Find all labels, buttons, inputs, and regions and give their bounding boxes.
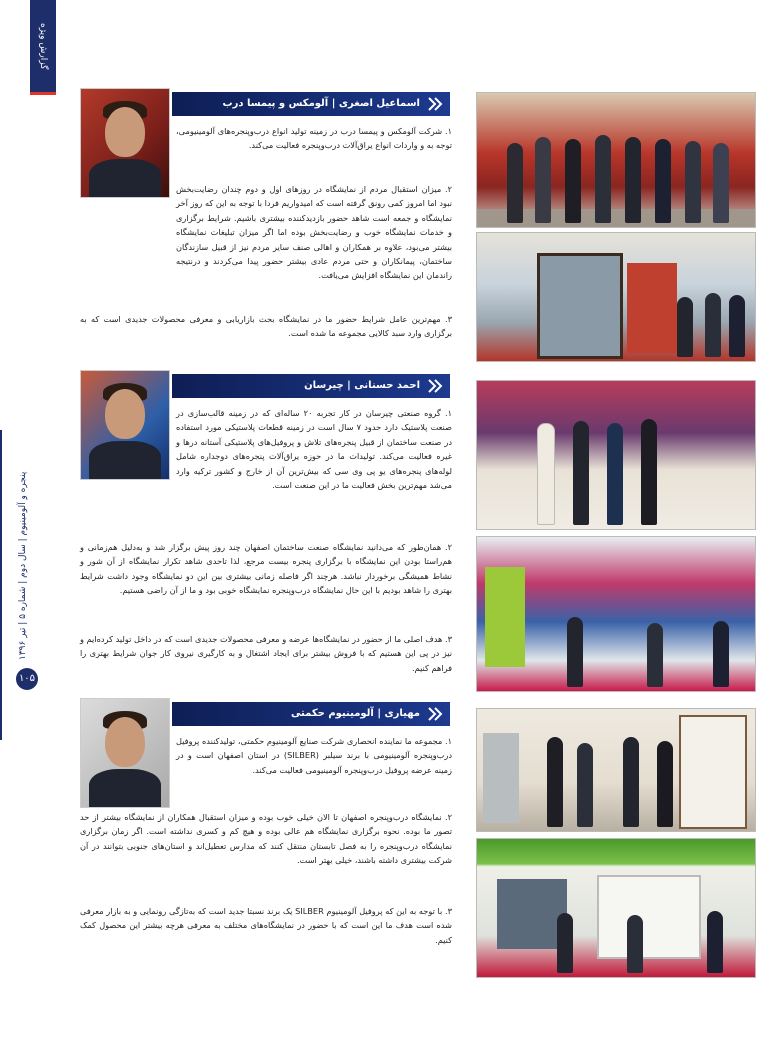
paragraph-3: ۳. هدف اصلی ما از حضور در نمایشگاه‌ها عرضه و معرفی محصولات جدیدی است که در داخل تولید کرده‌ایم و نیز در پی این هستیم که با فروش بیشتر برای ایجاد اشتغال و به کارگیری نیروی کار جوان شرایط بهتری را فراهم کنیم. (80, 634, 452, 673)
chevron-right-icon (426, 95, 444, 113)
exhibition-photo (476, 708, 756, 832)
paragraph-2: ۲. همان‌طور که می‌دانید نمایشگاه صنعت ساختمان اصفهان چند روز پیش برگزار شد و به‌دلیل هم‌زمانی و هم‌راستا بودن این نمایشگاه با برگزاری پنجره بیست مرجع، لذا تاحدی شاهد تکرار نمایشگاه از آن شور و نشاط همیشگی برخوردار نباشد. هرچند اگر فاصله زمانی بیشتری بین این دو نمایشگاه وجود داشت شرایط بهتری را شاهد بودیم با این حال نمایشگاه درب‌وپنجره نمایشگاه خوبی بود و ما از آن راضی هستیم. (80, 542, 452, 596)
paragraph-2: ۲. نمایشگاه درب‌وپنجره اصفهان تا الان خیلی خوب بوده و میزان استقبال همکاران از نمایشگاه بیشتر از حد تصور ما بوده. نحوه برگزاری نمایشگاه هم عالی بوده و هیچ کم و کسری نداشته است. اگر زمان برگزاری نمایشگاه درب‌وپنجره را به فصل تابستان منتقل کنند که مدارس تعطیل‌اند و استان‌های جنوبی بتوانند در آن شرکت بیشتری داشته باشند، خیلی بهتر است. (80, 812, 452, 866)
paragraph-1: ۱. مجموعه ما نماینده انحصاری شرکت صنایع آلومینیوم حکمتی، تولیدکننده پروفیل درب‌وپنجره آلومینیومی با برند سیلبر (SILBER) در استان اصفهان است و در زمینه عرضه پروفیل درب‌وپنجره آلومینیومی فعالیت می‌کند. (176, 736, 452, 775)
exhibition-booth-photo (476, 838, 756, 978)
heading-text: اسماعیل اصغری | آلومکس و پیمسا درب (222, 98, 420, 109)
portrait-photo (80, 698, 170, 808)
page-number: ۱۰۵ (16, 668, 38, 690)
magazine-strip (0, 430, 60, 740)
section-heading (172, 702, 450, 726)
exhibition-booth-photo (476, 536, 756, 692)
paragraph-1-text: ۱. گروه صنعتی چیرسان در کار تجربه ۲۰ ساله‌ای که در زمینه قالب‌سازی در صنعت پلاستیک دارد حدود ۷ سال است در زمینه قطعات پلاستیکی مورد استفاده در صنعت ساختمان از قبیل پنجره‌های تلاش و پروفیل‌های پلاستیکی آستانه درها و غیره فعالیت می‌کند. تولیدات ما در حوزه یراق‌آلات پنجره‌های دوجداره شامل لوله‌های پنجره‌های یو پی وی سی که بیش‌ترین آن از خارج و کشور ترکیه وارد می‌شد مهم‌ترین بخش فعالیت ما در این صنعت است. (176, 408, 452, 491)
heading-text: احمد حسنانی | چیرسان (304, 380, 420, 391)
interview-section-1 (80, 88, 760, 366)
section-tab: گزارش ویژه (30, 0, 56, 95)
section-heading (172, 92, 450, 116)
paragraph-2: ۲. میزان استقبال مردم از نمایشگاه در روزهای اول و دوم چندان رضایت‌بخش نبود اما امروز کمی رونق گرفته است که امیدواریم فردا با توجه به این که روز آخر نمایشگاه و جمعه است شاهد حضور بازدیدکننده بیشتری باشیم. شرایط برگزاری و خدمات نمایشگاه خوب و رضایت‌بخش بوده اما اگر میزان تبلیغات نمایشگاه بیشتر می‌بود، علاوه بر همکاران و اهالی صنف سایر مردم نیز از قبیل سازندگان ساختمان، پیمانکاران و حتی مردم عادی بیشتر حضور پیدا می‌کردند و درنتیجه راندمان این نمایشگاه افزایش می‌یافت. (176, 184, 452, 281)
chevron-right-icon (426, 377, 444, 395)
paragraph-1 (80, 406, 452, 492)
portrait-photo (80, 88, 170, 198)
magazine-issue-info: پنجره و آلومینیوم | سال دوم | شماره ۵ | تیر ۱۳۹۶ (18, 471, 28, 660)
paragraph-3: ۳. با توجه به این که پروفیل آلومینیوم SILBER یک برند نسبتا جدید است که به‌تازگی رونمایی و به بازار معرفی شده است هدف ما این است که با حضور در نمایشگاه‌های مختلف به معرفی هرچه بیشتر این محصول کمک کنیم. (80, 906, 452, 945)
paragraph-3: ۳. مهم‌ترین عامل شرایط حضور ما در نمایشگاه بحث بازاریابی و معرفی محصولات جدیدی است که به برگزاری وارد سبد کالایی مجموعه ما شده است. (80, 314, 452, 339)
chevron-right-icon (426, 705, 444, 723)
exhibition-booth-photo (476, 232, 756, 362)
interview-section-3 (80, 698, 760, 980)
heading-text: مهیاری | آلومینیوم حکمتی (290, 708, 420, 719)
strip-divider (0, 430, 2, 740)
interview-section-2 (80, 370, 760, 694)
section-heading (172, 374, 450, 398)
exhibition-photo (476, 92, 756, 228)
paragraph-1: ۱. شرکت آلومکس و پیمسا درب در زمینه تولید انواع درب‌وپنجره‌های آلومینیومی، توجه به و واردات انواع یراق‌آلات درب‌وپنجره فعالیت می‌کند. (176, 126, 452, 151)
exhibition-photo (476, 380, 756, 530)
